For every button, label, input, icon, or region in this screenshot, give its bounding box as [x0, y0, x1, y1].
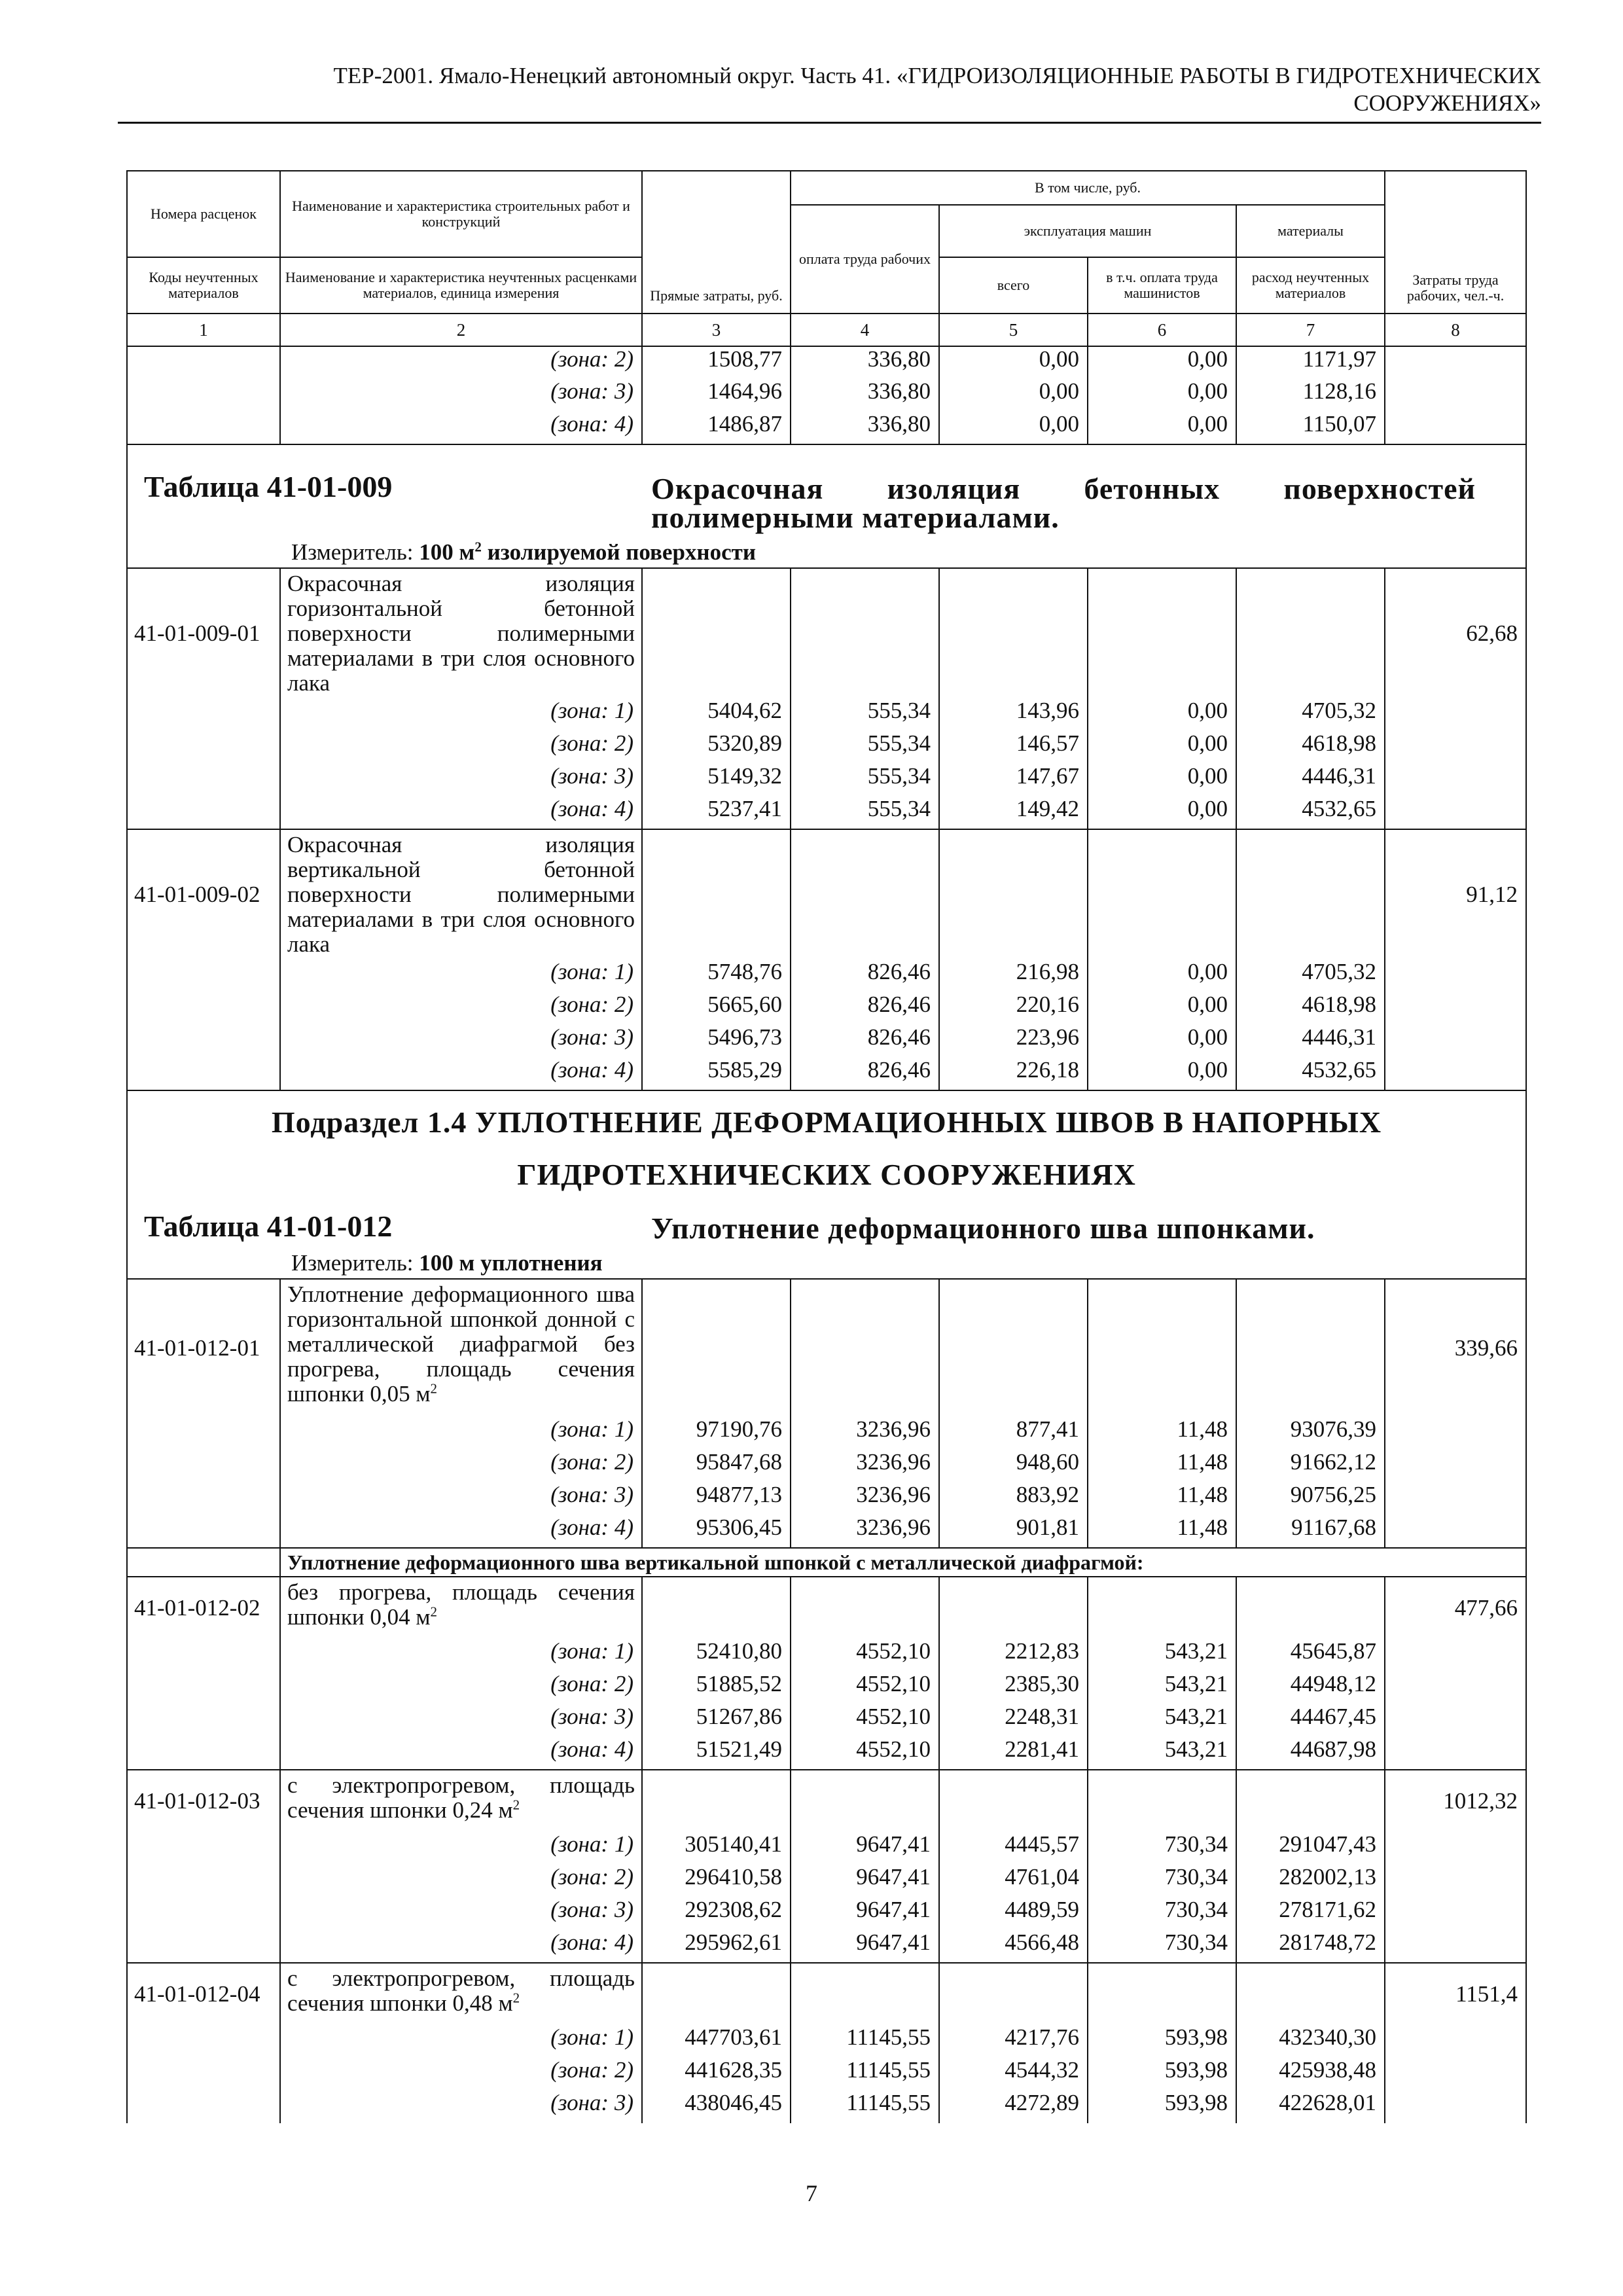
col1-bottom-header: Коды неучтенных материалов	[127, 257, 280, 314]
zone-row	[127, 1515, 1526, 1548]
zone-row	[127, 2058, 1526, 2090]
zone-label: (зона: 2)	[280, 1672, 642, 1704]
value-cell: 51885,52	[642, 1672, 791, 1704]
value-cell: 0,00	[1088, 992, 1236, 1025]
value-cell: 0,00	[939, 412, 1088, 444]
value-cell: 3236,96	[791, 1450, 939, 1482]
value-cell: 555,34	[791, 764, 939, 797]
value-cell: 4761,04	[939, 1865, 1088, 1897]
zone-label: (зона: 4)	[280, 797, 642, 829]
value-cell: 147,67	[939, 764, 1088, 797]
value-cell: 51267,86	[642, 1704, 791, 1737]
group-header-text: Уплотнение деформационного шва вертикальной шпонкой с металлической диафрагмой:	[280, 1548, 1526, 1577]
value-cell: 97190,76	[642, 1417, 791, 1450]
value-cell: 95306,45	[642, 1515, 791, 1548]
value-cell: 1486,87	[642, 412, 791, 444]
zone-label: (зона: 3)	[280, 1704, 642, 1737]
zone-row	[127, 1672, 1526, 1704]
value-cell: 447703,61	[642, 2025, 791, 2058]
col4-header: оплата труда рабочих	[791, 205, 939, 314]
value-cell: 826,46	[791, 1058, 939, 1090]
rate-code: 41-01-012-01	[127, 1279, 280, 1417]
rate-description-text: с электропрогревом, площадь сечения шпонки 0,48 м	[287, 1965, 635, 2016]
value-cell: 11,48	[1088, 1515, 1236, 1548]
value-cell: 2212,83	[939, 1639, 1088, 1672]
value-cell: 4618,98	[1236, 731, 1385, 764]
value-cell: 4552,10	[791, 1737, 939, 1770]
value-cell: 9647,41	[791, 1865, 939, 1897]
meter-label: Измеритель:	[291, 539, 414, 565]
rate-description-text: Окрасочная изоляция вертикальной бетонной поверхности полимерными материалами в три слоя основного лака	[287, 832, 635, 957]
value-cell: 543,21	[1088, 1672, 1236, 1704]
value-cell: 216,98	[939, 960, 1088, 992]
value-cell: 593,98	[1088, 2025, 1236, 2058]
rate-description	[280, 1963, 642, 2025]
value-cell: 0,00	[939, 379, 1088, 412]
zone-label: (зона: 2)	[280, 346, 642, 379]
value-cell: 422628,01	[1236, 2090, 1385, 2123]
value-cell: 4566,48	[939, 1930, 1088, 1963]
zone-row	[127, 1930, 1526, 1963]
zone-row	[127, 2090, 1526, 2123]
value-cell: 4618,98	[1236, 992, 1385, 1025]
value-cell: 1508,77	[642, 346, 791, 379]
meter-rest: изолируемой поверхности	[487, 539, 756, 565]
value-cell: 5237,41	[642, 797, 791, 829]
value-cell: 93076,39	[1236, 1417, 1385, 1450]
zone-label: (зона: 1)	[280, 698, 642, 731]
value-cell: 292308,62	[642, 1897, 791, 1930]
value-cell: 0,00	[1088, 764, 1236, 797]
value-cell: 146,57	[939, 731, 1088, 764]
value-cell: 1464,96	[642, 379, 791, 412]
rate-description	[280, 1770, 642, 1832]
zone-label: (зона: 4)	[280, 412, 642, 444]
column-number: 1	[127, 314, 280, 346]
value-cell: 223,96	[939, 1025, 1088, 1058]
page-number: 7	[806, 2180, 817, 2206]
rate-item-row	[127, 1577, 1526, 1639]
value-cell: 543,21	[1088, 1737, 1236, 1770]
value-cell: 948,60	[939, 1450, 1088, 1482]
value-cell: 1128,16	[1236, 379, 1385, 412]
subsection-title-line1: Подраздел 1.4 УПЛОТНЕНИЕ ДЕФОРМАЦИОННЫХ ШВОВ В НАПОРНЫХ	[271, 1105, 1382, 1139]
value-cell: 295962,61	[642, 1930, 791, 1963]
zone-row	[127, 1704, 1526, 1737]
zone-label: (зона: 3)	[280, 2090, 642, 2123]
zone-row	[127, 1417, 1526, 1450]
value-cell: 4446,31	[1236, 1025, 1385, 1058]
column-numbers-row	[127, 314, 1526, 346]
value-cell: 0,00	[1088, 379, 1236, 412]
value-cell: 2385,30	[939, 1672, 1088, 1704]
zone-row	[127, 346, 1526, 379]
value-cell: 883,92	[939, 1482, 1088, 1515]
rate-code: 41-01-012-02	[127, 1577, 280, 1639]
group-header: В том числе, руб.	[791, 171, 1385, 205]
col2-top-header: Наименование и характеристика строительных работ и конструкций	[280, 171, 642, 257]
zone-label: (зона: 1)	[280, 1832, 642, 1865]
value-cell: 336,80	[791, 379, 939, 412]
value-cell: 555,34	[791, 698, 939, 731]
zone-row	[127, 797, 1526, 829]
zone-label: (зона: 1)	[280, 2025, 642, 2058]
subsection-title-line2: ГИДРОТЕХНИЧЕСКИХ СООРУЖЕНИЯХ	[517, 1158, 1136, 1191]
table-title: Окрасочная изоляция бетонных поверхностей полимерными материалами.	[651, 472, 1476, 534]
value-cell: 220,16	[939, 992, 1088, 1025]
value-cell: 4217,76	[939, 2025, 1088, 2058]
value-cell: 9647,41	[791, 1897, 939, 1930]
labor-cost: 1012,32	[1385, 1770, 1526, 1832]
rate-description-text: без прогрева, площадь сечения шпонки 0,04 м	[287, 1579, 635, 1630]
machines-header: эксплуатация машин	[939, 205, 1236, 257]
rate-description	[280, 1577, 642, 1639]
column-number: 6	[1088, 314, 1236, 346]
meter-line	[128, 1248, 1525, 1278]
zone-row	[127, 1639, 1526, 1672]
rate-code: 41-01-012-04	[127, 1963, 280, 2025]
column-number: 8	[1385, 314, 1526, 346]
value-cell: 281748,72	[1236, 1930, 1385, 1963]
value-cell: 425938,48	[1236, 2058, 1385, 2090]
rate-item-row	[127, 568, 1526, 698]
value-cell: 877,41	[939, 1417, 1088, 1450]
value-cell: 11,48	[1088, 1450, 1236, 1482]
value-cell: 543,21	[1088, 1639, 1236, 1672]
value-cell: 5665,60	[642, 992, 791, 1025]
value-cell: 9647,41	[791, 1832, 939, 1865]
value-cell: 0,00	[1088, 797, 1236, 829]
value-cell: 149,42	[939, 797, 1088, 829]
group-row	[127, 1548, 1526, 1577]
value-cell: 95847,68	[642, 1450, 791, 1482]
subsection-row	[127, 1090, 1526, 1201]
rate-description-text: с электропрогревом, площадь сечения шпонки 0,24 м	[287, 1772, 635, 1823]
value-cell: 4532,65	[1236, 797, 1385, 829]
zone-label: (зона: 3)	[280, 1482, 642, 1515]
value-cell: 45645,87	[1236, 1639, 1385, 1672]
value-cell: 5320,89	[642, 731, 791, 764]
zone-row	[127, 992, 1526, 1025]
rate-description-text: Окрасочная изоляция горизонтальной бетонной поверхности полимерными материалами в три слоя основного лака	[287, 571, 635, 696]
value-cell: 5748,76	[642, 960, 791, 992]
running-header	[118, 62, 1541, 117]
value-cell: 4705,32	[1236, 960, 1385, 992]
column-number: 2	[280, 314, 642, 346]
value-cell: 901,81	[939, 1515, 1088, 1548]
zone-label: (зона: 1)	[280, 1417, 642, 1450]
col8-header: Затраты труда рабочих, чел.-ч.	[1385, 171, 1526, 314]
value-cell: 291047,43	[1236, 1832, 1385, 1865]
value-cell: 826,46	[791, 1025, 939, 1058]
value-cell: 91662,12	[1236, 1450, 1385, 1482]
value-cell: 44948,12	[1236, 1672, 1385, 1704]
value-cell: 51521,49	[642, 1737, 791, 1770]
value-cell: 3236,96	[791, 1482, 939, 1515]
value-cell: 5496,73	[642, 1025, 791, 1058]
header-line-2: СООРУЖЕНИЯХ»	[1353, 90, 1541, 116]
col5-header: всего	[939, 257, 1088, 314]
value-cell: 0,00	[939, 346, 1088, 379]
value-cell: 44687,98	[1236, 1737, 1385, 1770]
value-cell: 94877,13	[642, 1482, 791, 1515]
value-cell: 52410,80	[642, 1639, 791, 1672]
value-cell: 4445,57	[939, 1832, 1088, 1865]
rate-item-row	[127, 1279, 1526, 1417]
table-title-row	[127, 444, 1526, 568]
value-cell: 3236,96	[791, 1417, 939, 1450]
meter-superscript: 2	[474, 539, 482, 555]
zone-label: (зона: 3)	[280, 764, 642, 797]
rate-description	[280, 829, 642, 960]
value-cell: 336,80	[791, 346, 939, 379]
value-cell: 0,00	[1088, 731, 1236, 764]
value-cell: 4552,10	[791, 1704, 939, 1737]
zone-label: (зона: 2)	[280, 1865, 642, 1897]
zone-row	[127, 698, 1526, 731]
table-number: Таблица 41-01-012	[144, 1210, 393, 1243]
value-cell: 226,18	[939, 1058, 1088, 1090]
value-cell: 0,00	[1088, 412, 1236, 444]
zone-label: (зона: 4)	[280, 1515, 642, 1548]
value-cell: 4705,32	[1236, 698, 1385, 731]
value-cell: 11145,55	[791, 2090, 939, 2123]
zone-row	[127, 1058, 1526, 1090]
unit-superscript: 2	[430, 1380, 438, 1397]
zone-label: (зона: 4)	[280, 1058, 642, 1090]
zone-row	[127, 1897, 1526, 1930]
zone-row	[127, 1832, 1526, 1865]
labor-cost: 1151,4	[1385, 1963, 1526, 2025]
rate-description	[280, 568, 642, 698]
value-cell: 2281,41	[939, 1737, 1088, 1770]
zone-label: (зона: 3)	[280, 379, 642, 412]
value-cell: 4552,10	[791, 1672, 939, 1704]
zone-label: (зона: 1)	[280, 960, 642, 992]
value-cell: 4544,32	[939, 2058, 1088, 2090]
zone-label: (зона: 1)	[280, 1639, 642, 1672]
unit-superscript: 2	[512, 1990, 520, 2006]
value-cell: 0,00	[1088, 698, 1236, 731]
value-cell: 11145,55	[791, 2058, 939, 2090]
zone-label: (зона: 3)	[280, 1025, 642, 1058]
value-cell: 11145,55	[791, 2025, 939, 2058]
value-cell: 0,00	[1088, 960, 1236, 992]
zone-label: (зона: 2)	[280, 731, 642, 764]
value-cell: 593,98	[1088, 2058, 1236, 2090]
col6-header: в т.ч. оплата труда машинистов	[1088, 257, 1236, 314]
table-number: Таблица 41-01-009	[144, 470, 393, 503]
value-cell: 1171,97	[1236, 346, 1385, 379]
rate-description-text: Уплотнение деформационного шва горизонтальной шпонкой донной с металлической диафрагмой без прогрева, площадь сечения шпонки 0,05 м	[287, 1282, 635, 1407]
value-cell: 4272,89	[939, 2090, 1088, 2123]
value-cell: 11,48	[1088, 1482, 1236, 1515]
rate-description	[280, 1279, 642, 1417]
column-number: 5	[939, 314, 1088, 346]
value-cell: 143,96	[939, 698, 1088, 731]
value-cell: 5149,32	[642, 764, 791, 797]
value-cell: 0,00	[1088, 346, 1236, 379]
labor-cost: 477,66	[1385, 1577, 1526, 1639]
materials-header: материалы	[1236, 205, 1385, 257]
zone-row	[127, 412, 1526, 444]
value-cell: 44467,45	[1236, 1704, 1385, 1737]
value-cell: 90756,25	[1236, 1482, 1385, 1515]
value-cell: 826,46	[791, 960, 939, 992]
value-cell: 0,00	[1088, 1025, 1236, 1058]
value-cell: 593,98	[1088, 2090, 1236, 2123]
zone-label: (зона: 2)	[280, 2058, 642, 2090]
unit-superscript: 2	[512, 1797, 520, 1813]
rate-item-row	[127, 829, 1526, 960]
zone-row	[127, 764, 1526, 797]
zone-row	[127, 1865, 1526, 1897]
zone-row	[127, 960, 1526, 992]
value-cell: 91167,68	[1236, 1515, 1385, 1548]
zone-row	[127, 1482, 1526, 1515]
value-cell: 0,00	[1088, 1058, 1236, 1090]
rate-code: 41-01-012-03	[127, 1770, 280, 1832]
meter-label: Измеритель:	[291, 1250, 414, 1276]
value-cell: 4532,65	[1236, 1058, 1385, 1090]
value-cell: 5585,29	[642, 1058, 791, 1090]
unit-superscript: 2	[430, 1604, 438, 1620]
value-cell: 826,46	[791, 992, 939, 1025]
col2-bottom-header: Наименование и характеристика неучтенных расценками материалов, единица измерения	[280, 257, 642, 314]
zone-row	[127, 1025, 1526, 1058]
zone-label: (зона: 4)	[280, 1930, 642, 1963]
zone-row	[127, 1450, 1526, 1482]
header-rule	[118, 122, 1541, 124]
value-cell: 9647,41	[791, 1930, 939, 1963]
value-cell: 4446,31	[1236, 764, 1385, 797]
value-cell: 730,34	[1088, 1865, 1236, 1897]
rate-item-row	[127, 1963, 1526, 2025]
value-cell: 543,21	[1088, 1704, 1236, 1737]
value-cell: 282002,13	[1236, 1865, 1385, 1897]
value-cell: 555,34	[791, 731, 939, 764]
value-cell: 438046,45	[642, 2090, 791, 2123]
value-cell: 3236,96	[791, 1515, 939, 1548]
value-cell: 432340,30	[1236, 2025, 1385, 2058]
value-cell: 11,48	[1088, 1417, 1236, 1450]
zone-label: (зона: 2)	[280, 992, 642, 1025]
zone-row	[127, 379, 1526, 412]
rate-code: 41-01-009-01	[127, 568, 280, 698]
value-cell: 555,34	[791, 797, 939, 829]
value-cell: 2248,31	[939, 1704, 1088, 1737]
zone-row	[127, 2025, 1526, 2058]
meter-value: 100 м уплотнения	[419, 1250, 603, 1276]
column-number: 3	[642, 314, 791, 346]
labor-cost: 91,12	[1385, 829, 1526, 960]
value-cell: 730,34	[1088, 1930, 1236, 1963]
value-cell: 305140,41	[642, 1832, 791, 1865]
zone-label: (зона: 4)	[280, 1737, 642, 1770]
rates-table	[126, 170, 1527, 2123]
value-cell: 730,34	[1088, 1897, 1236, 1930]
meter-line	[128, 537, 1525, 567]
value-cell: 441628,35	[642, 2058, 791, 2090]
col7-header: расход неучтенных материалов	[1236, 257, 1385, 314]
value-cell: 296410,58	[642, 1865, 791, 1897]
table-title-row	[127, 1201, 1526, 1279]
zone-row	[127, 1737, 1526, 1770]
value-cell: 278171,62	[1236, 1897, 1385, 1930]
zone-label: (зона: 2)	[280, 1450, 642, 1482]
zone-label: (зона: 3)	[280, 1897, 642, 1930]
header-line-1: ТЕР-2001. Ямало-Ненецкий автономный округ. Часть 41. «ГИДРОИЗОЛЯЦИОННЫЕ РАБОТЫ В ГИДРОТЕХНИЧЕСКИХ	[333, 63, 1541, 88]
labor-cost: 339,66	[1385, 1279, 1526, 1417]
value-cell: 4489,59	[939, 1897, 1088, 1930]
column-number: 7	[1236, 314, 1385, 346]
column-number: 4	[791, 314, 939, 346]
value-cell: 5404,62	[642, 698, 791, 731]
value-cell: 730,34	[1088, 1832, 1236, 1865]
value-cell: 1150,07	[1236, 412, 1385, 444]
col1-top-header: Номера расценок	[127, 171, 280, 257]
table-title: Уплотнение деформационного шва шпонками.	[651, 1211, 1315, 1245]
zone-row	[127, 731, 1526, 764]
meter-value: 100 м	[419, 539, 475, 565]
rate-code: 41-01-009-02	[127, 829, 280, 960]
value-cell: 336,80	[791, 412, 939, 444]
rate-item-row	[127, 1770, 1526, 1832]
rates-table-wrapper	[126, 170, 1525, 2123]
labor-cost: 62,68	[1385, 568, 1526, 698]
value-cell: 4552,10	[791, 1639, 939, 1672]
col3-header: Прямые затраты, руб.	[642, 171, 791, 314]
